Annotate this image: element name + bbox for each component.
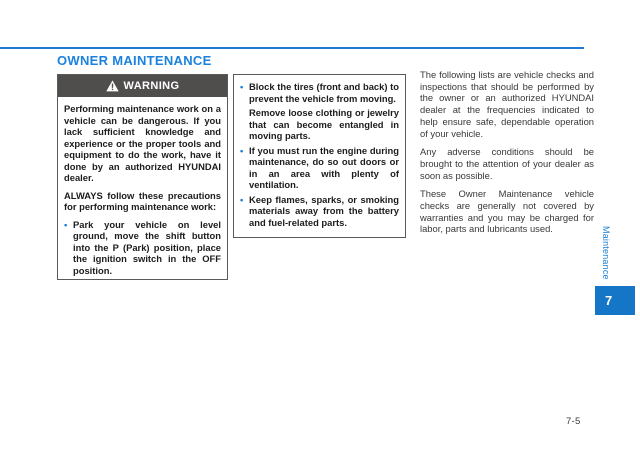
bullet-icon: • — [64, 218, 68, 230]
info-column — [420, 69, 594, 242]
top-rule — [0, 47, 584, 49]
info-paragraph: Any adverse conditions should be brought to the attention of your dealer as soon as possible. — [420, 146, 594, 181]
warning-box-left — [57, 74, 228, 280]
warning-body-right — [234, 75, 405, 228]
chapter-tab-label: Maintenance — [601, 226, 611, 280]
warning-paragraph: Performing maintenance work on a vehicle can be dangerous. If you lack sufficient knowledge and experience or the proper tools and equipment to do the work, have it done by an authorized HYUNDAI dealer. — [64, 103, 221, 183]
warning-bullet-item — [240, 145, 399, 191]
warning-body-left — [58, 97, 227, 276]
warning-header — [58, 75, 227, 97]
warning-bullet-item — [240, 81, 399, 104]
warning-header-label: WARNING — [123, 80, 180, 92]
warning-bullet-text: Block the tires (front and back) to prevent the vehicle from moving. — [249, 81, 399, 104]
chapter-number-tab — [595, 286, 635, 315]
warning-sub-item — [240, 107, 399, 142]
warning-paragraph: ALWAYS follow these precautions for performing maintenance work: — [64, 189, 221, 212]
page-title: OWNER MAINTENANCE — [57, 53, 212, 68]
bullet-icon: • — [240, 144, 244, 156]
info-paragraph: These Owner Maintenance vehicle checks are generally not covered by warranties and you may be charged for labor, parts and lubricants used. — [420, 188, 594, 235]
page-number: 7-5 — [566, 416, 581, 427]
warning-box-right — [233, 74, 406, 238]
chapter-number: 7 — [605, 293, 613, 308]
bullet-spacer — [240, 107, 249, 142]
warning-sub-text: Remove loose clothing or jewelry that can become entangled in moving parts. — [249, 107, 399, 141]
info-paragraph: The following lists are vehicle checks and inspections that should be performed by the owner or an authorized HYUNDAI dealer at the frequencies indicated to help ensure safe, dependable operation of your vehicle. — [420, 69, 594, 139]
bullet-icon: • — [240, 193, 244, 205]
warning-bullet-text: If you must run the engine during maintenance, do so out doors or in an area with plenty of ventilation. — [249, 144, 399, 190]
warning-triangle-icon — [106, 80, 119, 92]
warning-bullet-text: Keep flames, sparks, or smoking materials away from the battery and fuel-related parts. — [249, 193, 399, 228]
bullet-icon: • — [240, 81, 244, 92]
warning-bullet-item — [240, 194, 399, 229]
warning-bullet-text: Park your vehicle on level ground, move the shift button into the P (Park) position, place the ignition switch in the OFF position. — [73, 218, 221, 276]
warning-bullet-item — [64, 219, 221, 277]
